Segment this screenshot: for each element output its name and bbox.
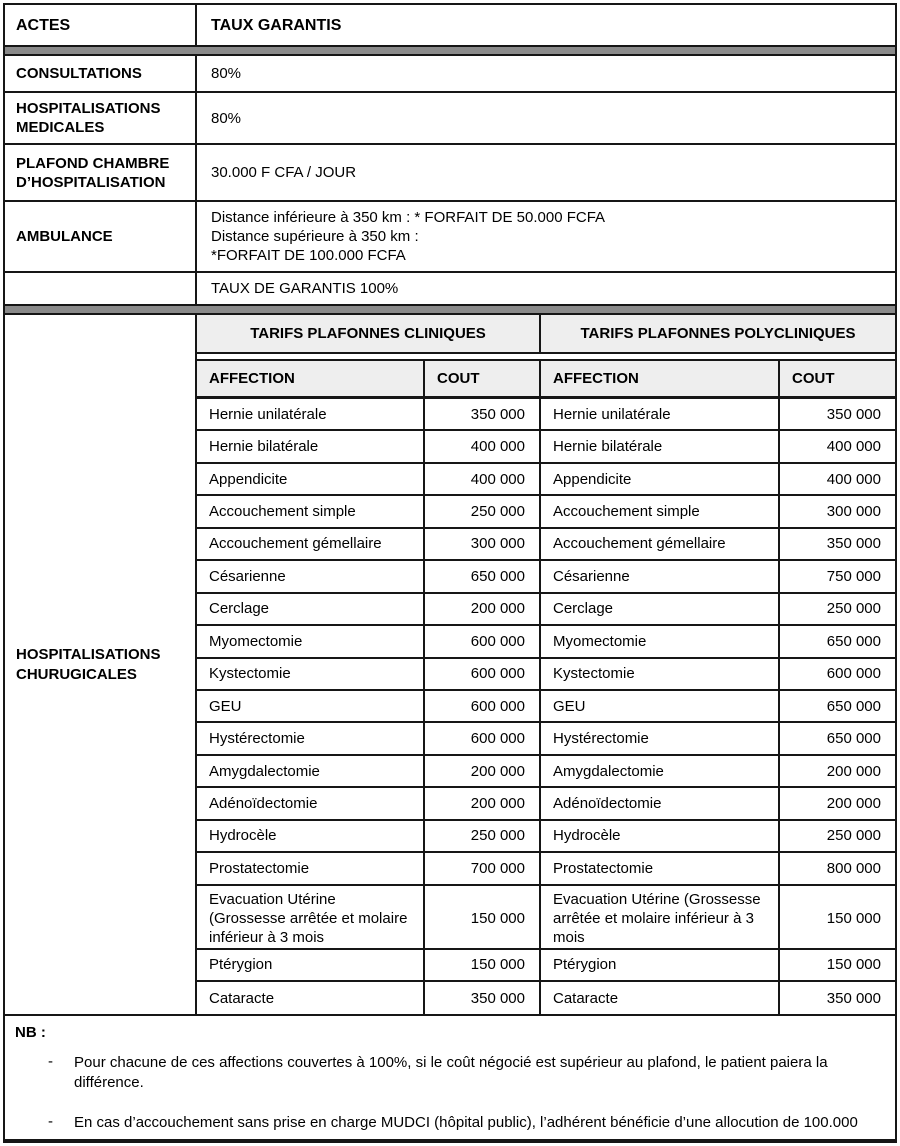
cout-cell: 150 000 (826, 956, 881, 974)
affection-cell: Amygdalectomie (197, 756, 425, 786)
affection-cell: Ptérygion (197, 950, 425, 980)
affection-cell: GEU (541, 691, 780, 721)
table-row (197, 756, 895, 788)
cout-cell: 350 000 (826, 535, 881, 553)
affection-cell: Hystérectomie (541, 723, 780, 753)
affection-cell: Hystérectomie (197, 723, 425, 753)
affection-cell: Adénoïdectomie (541, 788, 780, 818)
group-header-cliniques: TARIFS PLAFONNES CLINIQUES (197, 315, 541, 354)
cout-cell: 350 000 (425, 399, 541, 429)
row-hospitalisations-medicales (5, 91, 895, 143)
table-row (197, 691, 895, 723)
affection-cell: Ptérygion (541, 950, 780, 980)
nb-text: En cas d’accouchement sans prise en charge MUDCI (hôpital public), l’adhérent bénéficie d’une allocution de 100.000 (74, 1114, 858, 1131)
affection-cell: GEU (197, 691, 425, 721)
inner-table-body (197, 399, 895, 1014)
affection-cell: Hernie bilatérale (197, 431, 425, 461)
separator-band (5, 304, 895, 315)
acte-label: CONSULTATIONS (5, 56, 197, 91)
affection-cell: Hernie unilatérale (197, 399, 425, 429)
affection-cell: Accouchement gémellaire (541, 529, 780, 559)
acte-label: AMBULANCE (5, 202, 197, 271)
acte-label: HOSPITALISATIONS MEDICALES (5, 93, 197, 143)
cout-cell: 700 000 (425, 853, 541, 883)
ambulance-line: Distance inférieure à 350 km : * FORFAIT DE 50.000 FCFA (211, 209, 606, 226)
nb-item (15, 1113, 879, 1133)
cout-cell: 300 000 (425, 529, 541, 559)
inner-group-header (197, 315, 895, 354)
taux-value: TAUX DE GARANTIS 100% (211, 280, 399, 297)
affection-cell: Hydrocèle (541, 821, 780, 851)
table-row (197, 464, 895, 496)
nb-dash: - (48, 1113, 53, 1130)
row-taux-garantis-100 (5, 271, 895, 304)
col-header-affection: AFFECTION (541, 359, 780, 399)
col-header-cout: COUT (425, 359, 541, 399)
group-header-polycliniques: TARIFS PLAFONNES POLYCLINIQUES (541, 315, 895, 354)
affection-cell: Appendicite (541, 464, 780, 494)
affection-cell: Hydrocèle (197, 821, 425, 851)
table-row (197, 723, 895, 755)
affection-cell: Césarienne (197, 561, 425, 591)
cout-cell: 600 000 (425, 691, 541, 721)
row-hospitalisations-chirurgicales (5, 315, 895, 1014)
cout-cell: 650 000 (425, 561, 541, 591)
inner-col-header (197, 359, 895, 399)
affection-cell: Kystectomie (197, 659, 425, 689)
cout-cell: 200 000 (826, 762, 881, 780)
affection-cell: Cerclage (541, 594, 780, 624)
affection-cell: Evacuation Utérine (Grossesse arrêtée et molaire inférieur à 3 mois (541, 886, 780, 951)
affection-cell: Accouchement simple (541, 496, 780, 526)
affection-cell: Cerclage (197, 594, 425, 624)
cout-cell: 150 000 (826, 909, 881, 927)
column-header-taux-garantis: TAUX GARANTIS (211, 16, 342, 34)
table-row (197, 399, 895, 431)
affection-cell: Accouchement simple (197, 496, 425, 526)
affection-cell: Cataracte (197, 982, 425, 1014)
table-row (197, 788, 895, 820)
cout-cell: 600 000 (425, 659, 541, 689)
affection-cell: Adénoïdectomie (197, 788, 425, 818)
taux-value: 80% (211, 109, 242, 127)
table-row (197, 529, 895, 561)
doc-table (3, 3, 897, 1143)
cout-cell: 200 000 (826, 794, 881, 812)
table-row (197, 886, 895, 950)
affection-cell: Appendicite (197, 464, 425, 494)
row-ambulance (5, 200, 895, 271)
affection-cell: Accouchement gémellaire (197, 529, 425, 559)
nb-title: NB : (15, 1024, 46, 1041)
cout-cell: 200 000 (425, 788, 541, 818)
column-header-actes: ACTES (5, 5, 197, 45)
taux-value: 30.000 F CFA / JOUR (211, 164, 357, 181)
acte-label (5, 273, 197, 304)
header-row (5, 5, 895, 45)
affection-cell: Amygdalectomie (541, 756, 780, 786)
table-row (197, 431, 895, 463)
cout-cell: 250 000 (425, 821, 541, 851)
table-row (197, 982, 895, 1014)
cout-cell: 350 000 (826, 989, 881, 1007)
nb-item (15, 1053, 879, 1093)
nb-dash: - (48, 1053, 53, 1070)
table-row (197, 659, 895, 691)
col-header-affection: AFFECTION (197, 359, 425, 399)
inner-table (197, 315, 895, 1014)
table-row (197, 853, 895, 885)
cout-cell: 750 000 (826, 567, 881, 585)
affection-cell: Evacuation Utérine (Grossesse arrêtée et molaire inférieur à 3 mois (197, 886, 425, 951)
affection-cell: Césarienne (541, 561, 780, 591)
table-row (197, 821, 895, 853)
affection-cell: Kystectomie (541, 659, 780, 689)
cout-cell: 250 000 (425, 496, 541, 526)
cout-cell: 400 000 (425, 464, 541, 494)
row-consultations (5, 56, 895, 91)
cout-cell: 400 000 (826, 438, 881, 456)
table-row (197, 594, 895, 626)
acte-label: HOSPITALISATIONS CHURUGICALES (5, 315, 197, 1014)
taux-value (197, 202, 895, 271)
cout-cell: 800 000 (826, 859, 881, 877)
cout-cell: 200 000 (425, 594, 541, 624)
cout-cell: 650 000 (826, 697, 881, 715)
cout-cell: 250 000 (826, 600, 881, 618)
ambulance-line: Distance supérieure à 350 km : (211, 228, 419, 245)
affection-cell: Hernie unilatérale (541, 399, 780, 429)
affection-cell: Prostatectomie (197, 853, 425, 883)
cout-cell: 600 000 (826, 665, 881, 683)
table-row (197, 561, 895, 593)
cout-cell: 400 000 (425, 431, 541, 461)
ambulance-line: *FORFAIT DE 100.000 FCFA (211, 247, 406, 264)
cout-cell: 600 000 (425, 626, 541, 656)
nb-text: Pour chacune de ces affections couvertes à 100%, si le coût négocié est supérieur au plafond, le patient paiera la différence. (74, 1054, 828, 1091)
cout-cell: 650 000 (826, 632, 881, 650)
cout-cell: 250 000 (826, 827, 881, 845)
table-row (197, 626, 895, 658)
cout-cell: 650 000 (826, 730, 881, 748)
col-header-cout: COUT (780, 359, 895, 399)
affection-cell: Cataracte (541, 982, 780, 1014)
row-plafond-chambre (5, 143, 895, 200)
affection-cell: Prostatectomie (541, 853, 780, 883)
cout-cell: 600 000 (425, 723, 541, 753)
cout-cell: 400 000 (826, 470, 881, 488)
affection-cell: Hernie bilatérale (541, 431, 780, 461)
taux-value: 80% (211, 65, 242, 82)
table-row (197, 950, 895, 982)
nb-section (5, 1014, 895, 1139)
affection-cell: Myomectomie (197, 626, 425, 656)
separator-band (5, 45, 895, 56)
cout-cell: 350 000 (425, 982, 541, 1014)
cout-cell: 350 000 (826, 405, 881, 423)
acte-label: PLAFOND CHAMBRE D’HOSPITALISATION (5, 145, 197, 200)
affection-cell: Myomectomie (541, 626, 780, 656)
cout-cell: 300 000 (826, 503, 881, 521)
cout-cell: 150 000 (425, 886, 541, 951)
cout-cell: 200 000 (425, 756, 541, 786)
cout-cell: 150 000 (425, 950, 541, 980)
table-row (197, 496, 895, 528)
